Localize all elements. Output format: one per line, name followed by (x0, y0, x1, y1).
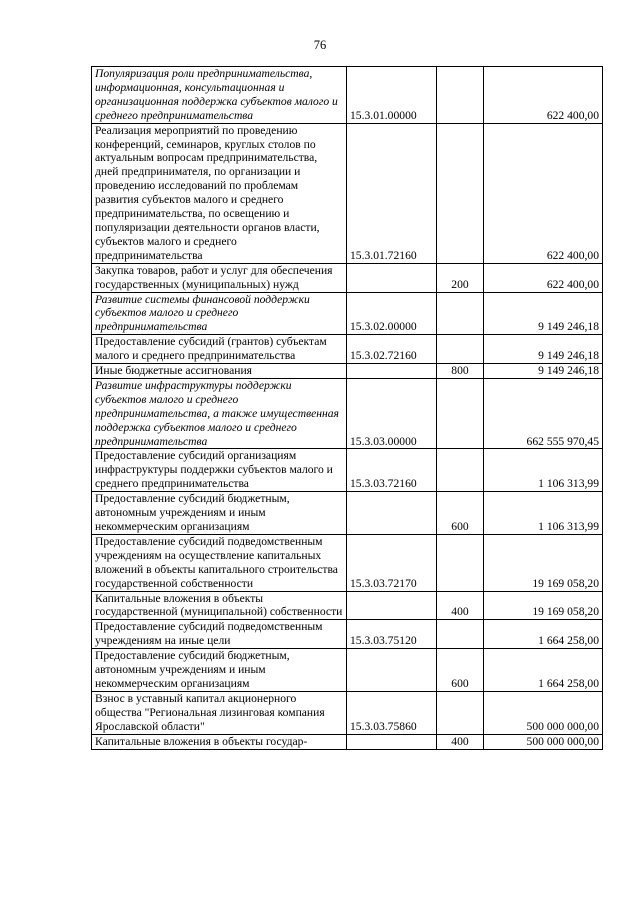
row-expense-type-cell (437, 378, 484, 449)
row-sum-cell: 1 664 258,00 (484, 649, 603, 692)
row-name-cell: Развитие системы финансовой поддержки субъектов малого и среднего предпринимательства (92, 292, 347, 335)
budget-table-body (92, 67, 603, 750)
table-row (92, 335, 603, 364)
row-expense-type-cell: 600 (437, 649, 484, 692)
row-sum-cell: 622 400,00 (484, 263, 603, 292)
row-code-cell (347, 591, 437, 620)
row-sum-cell: 19 169 058,20 (484, 591, 603, 620)
row-code-cell (347, 649, 437, 692)
row-name-cell: Взнос в уставный капитал акционерного общества "Региональная лизинговая компания Ярославской области" (92, 691, 347, 734)
row-sum-cell: 9 149 246,18 (484, 364, 603, 379)
row-name-cell: Реализация мероприятий по проведению конференций, семинаров, круглых столов по актуальным вопросам предпринимательства, дней предпринимателя, по организации и проведению исследований по проблемам развития субъектов малого и среднего предпринимательства, по освещению и популяризации деятельности органов власти, субъектов малого и среднего предпринимательства (92, 123, 347, 263)
row-name-cell: Предоставление субсидий подведомственным учреждениям на иные цели (92, 620, 347, 649)
table-row (92, 691, 603, 734)
row-name-cell: Предоставление субсидий бюджетным, автономным учреждениям и иным некоммерческим организациям (92, 649, 347, 692)
row-code-cell: 15.3.03.00000 (347, 378, 437, 449)
table-row (92, 292, 603, 335)
row-code-cell: 15.3.01.00000 (347, 67, 437, 124)
row-sum-cell: 19 169 058,20 (484, 534, 603, 591)
row-expense-type-cell (437, 449, 484, 492)
table-row (92, 263, 603, 292)
row-code-cell (347, 492, 437, 535)
budget-table (91, 66, 603, 750)
row-expense-type-cell (437, 620, 484, 649)
row-expense-type-cell: 800 (437, 364, 484, 379)
row-sum-cell: 622 400,00 (484, 123, 603, 263)
table-row (92, 734, 603, 749)
row-sum-cell: 622 400,00 (484, 67, 603, 124)
row-name-cell: Закупка товаров, работ и услуг для обеспечения государственных (муниципальных) нужд (92, 263, 347, 292)
row-name-cell: Развитие инфраструктуры поддержки субъектов малого и среднего предпринимательства, а также имущественная поддержка субъектов малого и среднего предпринимательства (92, 378, 347, 449)
row-sum-cell: 1 106 313,99 (484, 449, 603, 492)
table-row (92, 534, 603, 591)
row-name-cell: Предоставление субсидий бюджетным, автономным учреждениям и иным некоммерческим организациям (92, 492, 347, 535)
row-expense-type-cell (437, 123, 484, 263)
table-row (92, 591, 603, 620)
table-row (92, 378, 603, 449)
row-code-cell: 15.3.02.72160 (347, 335, 437, 364)
row-expense-type-cell (437, 335, 484, 364)
row-code-cell: 15.3.01.72160 (347, 123, 437, 263)
row-code-cell (347, 364, 437, 379)
row-expense-type-cell: 400 (437, 591, 484, 620)
row-name-cell: Предоставление субсидий подведомственным учреждениям на осуществление капитальных вложений в объекты капитального строительства государственной собственности (92, 534, 347, 591)
table-row (92, 492, 603, 535)
row-name-cell: Капитальные вложения в объекты государ- (92, 734, 347, 749)
row-sum-cell: 1 106 313,99 (484, 492, 603, 535)
row-name-cell: Иные бюджетные ассигнования (92, 364, 347, 379)
row-expense-type-cell: 600 (437, 492, 484, 535)
row-sum-cell: 500 000 000,00 (484, 734, 603, 749)
row-expense-type-cell: 200 (437, 263, 484, 292)
table-row (92, 364, 603, 379)
row-code-cell: 15.3.03.75120 (347, 620, 437, 649)
table-row (92, 67, 603, 124)
row-expense-type-cell (437, 67, 484, 124)
row-name-cell: Предоставление субсидий организациям инфраструктуры поддержки субъектов малого и среднего предпринимательства (92, 449, 347, 492)
row-sum-cell: 9 149 246,18 (484, 335, 603, 364)
row-sum-cell: 662 555 970,45 (484, 378, 603, 449)
table-row (92, 449, 603, 492)
page-number: 76 (313, 38, 327, 52)
row-code-cell (347, 263, 437, 292)
row-code-cell (347, 734, 437, 749)
row-code-cell: 15.3.02.00000 (347, 292, 437, 335)
row-expense-type-cell (437, 292, 484, 335)
row-code-cell: 15.3.03.72170 (347, 534, 437, 591)
table-row (92, 123, 603, 263)
row-code-cell: 15.3.03.72160 (347, 449, 437, 492)
table-row (92, 620, 603, 649)
row-expense-type-cell (437, 534, 484, 591)
row-sum-cell: 500 000 000,00 (484, 691, 603, 734)
table-row (92, 649, 603, 692)
row-name-cell: Капитальные вложения в объекты государственной (муниципальной) собственности (92, 591, 347, 620)
row-sum-cell: 1 664 258,00 (484, 620, 603, 649)
row-code-cell: 15.3.03.75860 (347, 691, 437, 734)
row-name-cell: Популяризация роли предпринимательства, информационная, консультационная и организационная поддержка субъектов малого и среднего предпринимательства (92, 67, 347, 124)
row-expense-type-cell: 400 (437, 734, 484, 749)
row-sum-cell: 9 149 246,18 (484, 292, 603, 335)
row-name-cell: Предоставление субсидий (грантов) субъектам малого и среднего предпринимательства (92, 335, 347, 364)
row-expense-type-cell (437, 691, 484, 734)
